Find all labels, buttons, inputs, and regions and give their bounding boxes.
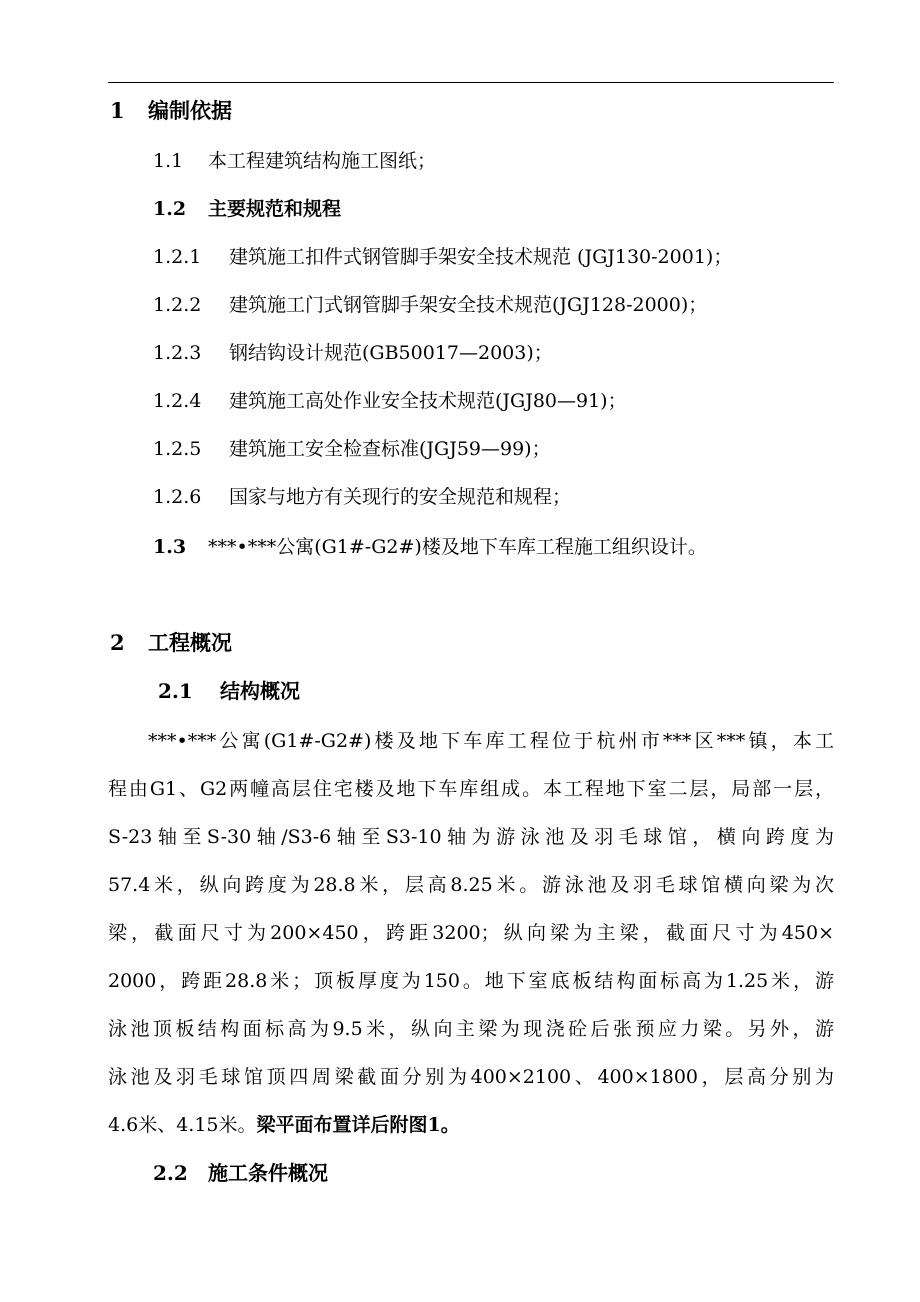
subsection-heading: 2.1 结构概况 bbox=[158, 679, 300, 703]
figure-reference: 梁平面布置详后附图1。 bbox=[256, 1114, 460, 1136]
paragraph-line: 程由G1、G2两幢高层住宅楼及地下车库组成。本工程地下室二层，局部一层， bbox=[108, 778, 834, 800]
list-item: 1.2.5 建筑施工安全检查标准(JGJ59—99)； bbox=[153, 438, 551, 460]
paragraph-line: 2000，跨距28.8米；顶板厚度为150。地下室底板结构面标高为1.25米，游 bbox=[108, 970, 834, 992]
list-item: 1.2.2 建筑施工门式钢管脚手架安全技术规范(JGJ128-2000)； bbox=[153, 294, 708, 316]
section-number: 1 bbox=[110, 98, 125, 123]
list-item: 1.2.1 建筑施工扣件式钢管脚手架安全技术规范 (JGJ130-2001)； bbox=[153, 246, 733, 268]
section-title: 工程概况 bbox=[148, 630, 232, 655]
section-1-heading bbox=[110, 99, 232, 123]
paragraph-last-line: 4.6米、4.15米。梁平面布置详后附图1。 bbox=[108, 1114, 460, 1136]
list-item: 1.2.6 国家与地方有关现行的安全规范和规程； bbox=[153, 486, 572, 508]
paragraph-line: S-23轴至S-30轴/S3-6轴至S3-10轴为游泳池及羽毛球馆，横向跨度为 bbox=[108, 826, 834, 848]
list-item: 1.1 本工程建筑结构施工图纸； bbox=[153, 150, 437, 172]
list-item: 1.2.4 建筑施工高处作业安全技术规范(JGJ80—91)； bbox=[153, 390, 627, 412]
paragraph-line: 57.4米，纵向跨度为28.8米，层高8.25米。游泳池及羽毛球馆横向梁为次 bbox=[108, 874, 834, 896]
section-2-heading bbox=[110, 631, 232, 655]
section-number: 2 bbox=[110, 630, 125, 655]
list-item: 1.2 主要规范和规程 bbox=[153, 198, 342, 220]
header-rule bbox=[108, 82, 834, 83]
paragraph-line: 泳池顶板结构面标高为9.5米，纵向主梁为现浇砼后张预应力梁。另外，游 bbox=[108, 1018, 834, 1040]
section-title: 编制依据 bbox=[148, 98, 232, 123]
paragraph-line: ***•***公寓(G1#-G2#)楼及地下车库工程位于杭州市***区***镇，本工 bbox=[148, 730, 834, 752]
subsection-heading: 2.2 施工条件概况 bbox=[153, 1161, 328, 1185]
list-item: 1.3 ***•***公寓(G1#-G2#)楼及地下车库工程施工组织设计。 bbox=[153, 536, 707, 558]
list-item: 1.2.3 钢结钩设计规范(GB50017—2003)； bbox=[153, 342, 553, 364]
paragraph-line: 泳池及羽毛球馆顶四周梁截面分别为400×2100、400×1800，层高分别为 bbox=[108, 1066, 834, 1088]
paragraph-line: 梁，截面尺寸为200×450，跨距3200；纵向梁为主梁，截面尺寸为450× bbox=[108, 922, 834, 944]
